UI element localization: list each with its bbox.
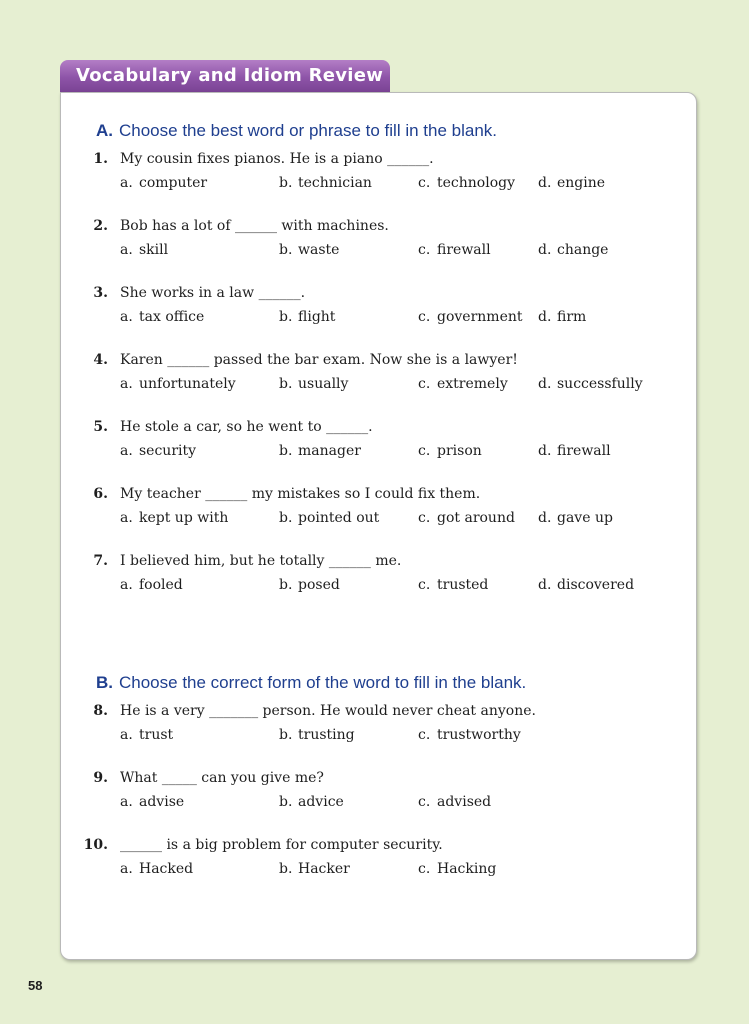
option-text: advise: [139, 794, 185, 810]
option-letter: a.: [120, 242, 133, 258]
option-letter: b.: [279, 727, 293, 743]
option-letter: d.: [538, 577, 552, 593]
option-text: extremely: [437, 376, 508, 392]
option-text: gave up: [557, 510, 613, 526]
option-text: prison: [437, 443, 482, 459]
option-text: security: [139, 443, 197, 459]
question-stem: Bob has a lot of ______ with machines.: [120, 218, 389, 234]
answer-option[interactable]: [538, 443, 611, 459]
answer-option[interactable]: [279, 861, 350, 877]
section-a-letter: A.: [96, 121, 113, 140]
option-text: Hacking: [437, 861, 497, 877]
answer-option[interactable]: [120, 242, 168, 258]
answer-option[interactable]: [538, 577, 634, 593]
option-letter: a.: [120, 510, 133, 526]
answer-option[interactable]: [279, 443, 361, 459]
option-letter: a.: [120, 794, 133, 810]
answer-option[interactable]: [279, 376, 348, 392]
question-number: 7.: [93, 553, 108, 569]
option-letter: d.: [538, 175, 552, 191]
option-text: pointed out: [298, 510, 380, 526]
option-text: engine: [557, 175, 606, 191]
option-letter: d.: [538, 242, 552, 258]
question-stem: She works in a law ______.: [120, 285, 306, 301]
answer-option[interactable]: [418, 309, 523, 325]
option-letter: c.: [418, 175, 431, 191]
option-letter: a.: [120, 861, 133, 877]
question-stem: My teacher ______ my mistakes so I could fix them.: [120, 486, 481, 502]
option-letter: b.: [279, 794, 293, 810]
question-stem: What _____ can you give me?: [120, 770, 324, 786]
answer-option[interactable]: [418, 577, 488, 593]
option-text: Hacker: [298, 861, 350, 877]
option-letter: c.: [418, 309, 431, 325]
answer-option[interactable]: [279, 175, 372, 191]
question-number: 1.: [93, 151, 108, 167]
answer-option[interactable]: [418, 727, 521, 743]
question-stem: I believed him, but he totally ______ me.: [120, 553, 402, 569]
option-letter: a.: [120, 376, 133, 392]
option-letter: a.: [120, 309, 133, 325]
page-number: 58: [28, 978, 43, 993]
option-text: computer: [139, 175, 208, 191]
option-text: Hacked: [139, 861, 194, 877]
question-number: 8.: [93, 703, 108, 719]
option-text: tax office: [139, 309, 205, 325]
answer-option[interactable]: [279, 727, 355, 743]
option-text: firewall: [437, 242, 491, 258]
answer-option[interactable]: [418, 242, 491, 258]
page-title: Vocabulary and Idiom Review: [76, 65, 384, 86]
question-number: 9.: [93, 770, 108, 786]
question-number: 5.: [93, 419, 108, 435]
option-letter: a.: [120, 577, 133, 593]
option-text: skill: [139, 242, 169, 258]
option-text: government: [437, 309, 523, 325]
section-b-letter: B.: [96, 673, 113, 692]
option-text: kept up with: [139, 510, 229, 526]
option-letter: c.: [418, 794, 431, 810]
option-letter: a.: [120, 443, 133, 459]
option-letter: b.: [279, 309, 293, 325]
option-letter: a.: [120, 727, 133, 743]
option-text: technology: [437, 175, 515, 191]
option-text: firm: [557, 309, 587, 325]
option-text: trusted: [437, 577, 489, 593]
option-text: firewall: [557, 443, 611, 459]
option-letter: b.: [279, 242, 293, 258]
option-letter: c.: [418, 727, 431, 743]
option-text: waste: [298, 242, 340, 258]
option-text: discovered: [557, 577, 635, 593]
option-letter: c.: [418, 577, 431, 593]
section-b-title: [96, 673, 526, 693]
answer-option[interactable]: [538, 309, 586, 325]
option-text: unfortunately: [139, 376, 236, 392]
answer-option[interactable]: [120, 175, 207, 191]
option-text: fooled: [139, 577, 183, 593]
answer-option[interactable]: [418, 794, 491, 810]
option-text: technician: [298, 175, 372, 191]
question-stem: He stole a car, so he went to ______.: [120, 419, 373, 435]
option-letter: c.: [418, 861, 431, 877]
question-number: 4.: [93, 352, 108, 368]
question-stem: Karen ______ passed the bar exam. Now she is a lawyer!: [120, 352, 518, 368]
option-text: got around: [437, 510, 515, 526]
option-letter: c.: [418, 376, 431, 392]
question-stem: My cousin fixes pianos. He is a piano ______.: [120, 151, 434, 167]
question-number: 3.: [93, 285, 108, 301]
answer-option[interactable]: [538, 510, 613, 526]
answer-option[interactable]: [120, 794, 184, 810]
option-text: trust: [139, 727, 174, 743]
answer-option[interactable]: [538, 242, 608, 258]
answer-option[interactable]: [538, 376, 643, 392]
answer-option[interactable]: [418, 376, 508, 392]
option-letter: c.: [418, 510, 431, 526]
answer-option[interactable]: [538, 175, 605, 191]
option-text: posed: [298, 577, 340, 593]
answer-option[interactable]: [120, 443, 196, 459]
option-letter: b.: [279, 175, 293, 191]
answer-option[interactable]: [120, 727, 173, 743]
option-text: advice: [298, 794, 344, 810]
option-letter: d.: [538, 443, 552, 459]
answer-option[interactable]: [120, 376, 236, 392]
question-number: 6.: [93, 486, 108, 502]
option-letter: d.: [538, 510, 552, 526]
answer-option[interactable]: [279, 242, 339, 258]
option-text: trusting: [298, 727, 355, 743]
section-header-tab: [60, 60, 390, 92]
option-text: trustworthy: [437, 727, 521, 743]
option-letter: b.: [279, 510, 293, 526]
answer-option[interactable]: [120, 309, 204, 325]
question-stem: ______ is a big problem for computer security.: [120, 837, 443, 853]
question-number: 10.: [83, 837, 108, 853]
option-text: advised: [437, 794, 492, 810]
section-a-title: [96, 121, 497, 141]
answer-option[interactable]: [279, 510, 379, 526]
answer-option[interactable]: [279, 794, 344, 810]
option-letter: b.: [279, 376, 293, 392]
section-b-instruction: Choose the correct form of the word to fill in the blank.: [119, 673, 527, 692]
option-letter: b.: [279, 861, 293, 877]
option-text: successfully: [557, 376, 643, 392]
option-letter: c.: [418, 443, 431, 459]
answer-option[interactable]: [120, 861, 193, 877]
question-stem: He is a very _______ person. He would never cheat anyone.: [120, 703, 536, 719]
option-text: flight: [298, 309, 336, 325]
option-letter: d.: [538, 309, 552, 325]
answer-option[interactable]: [418, 861, 496, 877]
answer-option[interactable]: [418, 443, 482, 459]
section-a-instruction: Choose the best word or phrase to fill in the blank.: [119, 121, 497, 140]
option-text: change: [557, 242, 609, 258]
option-text: manager: [298, 443, 361, 459]
option-letter: a.: [120, 175, 133, 191]
question-number: 2.: [93, 218, 108, 234]
option-letter: b.: [279, 443, 293, 459]
option-text: usually: [298, 376, 349, 392]
option-letter: d.: [538, 376, 552, 392]
answer-option[interactable]: [120, 510, 228, 526]
answer-option[interactable]: [120, 577, 183, 593]
option-letter: c.: [418, 242, 431, 258]
answer-option[interactable]: [279, 577, 340, 593]
option-letter: b.: [279, 577, 293, 593]
answer-option[interactable]: [418, 510, 515, 526]
answer-option[interactable]: [279, 309, 335, 325]
answer-option[interactable]: [418, 175, 515, 191]
